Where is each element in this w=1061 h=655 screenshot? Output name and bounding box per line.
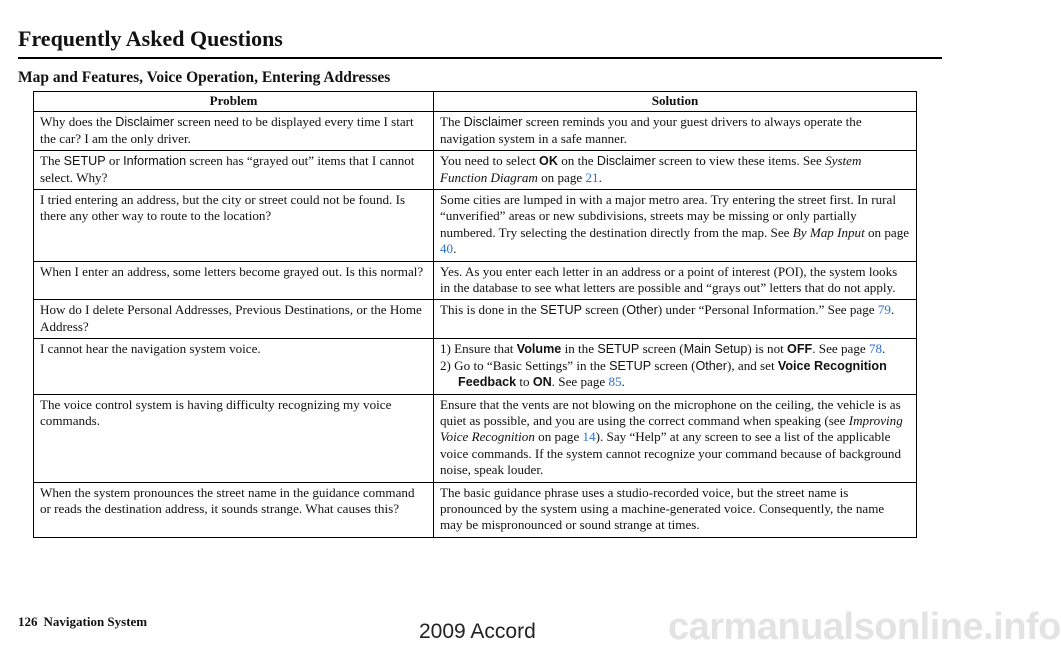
table-row (34, 261, 917, 300)
solution-cell: The basic guidance phrase uses a studio-recorded voice, but the street name is pronounced by the system using a machine-generated voice. Consequently, the name may be mispronounced or sound strange at times. (434, 482, 917, 537)
ui-term: Other (695, 358, 727, 373)
faq-table (33, 91, 917, 538)
book-title: Navigation System (43, 614, 148, 629)
cross-reference-title: By Map Input (792, 224, 865, 240)
ui-term: SETUP (597, 342, 640, 357)
table-row (34, 300, 917, 339)
ui-term: Main Setup (683, 342, 748, 357)
problem-cell: Why does the Disclaimer screen need to be displayed every time I start the car? I am the only driver. (34, 112, 434, 151)
problem-cell: How do I delete Personal Addresses, Previous Destinations, or the Home Address? (34, 300, 434, 339)
problem-cell: The SETUP or Information screen has “grayed out” items that I cannot select. Why? (34, 151, 434, 190)
ui-term: Voice Recognition Feedback (458, 358, 887, 390)
solution-cell: Yes. As you enter each letter in an address or a point of interest (POI), the system looks in the database to see what letters are possible and “grays out” letters that do not apply. (434, 261, 917, 300)
ui-term: SETUP (63, 154, 106, 169)
cross-reference-title: System Function Diagram (440, 153, 862, 185)
page-footer (18, 614, 147, 630)
ui-term: OK (539, 154, 558, 169)
problem-cell: When the system pronounces the street name in the guidance command or reads the destination address, it sounds strange. What causes this? (34, 482, 434, 537)
solution-cell: Ensure that the vents are not blowing on the microphone on the ceiling, the vehicle is as quiet as possible, and you are using the correct command when speaking (see Improving Voice Recognition on page 14). Say “Help” at any screen to see a list of the applicable voice commands. If the system cannot recognize your command because of background noise, speak louder. (434, 394, 917, 482)
table-row (34, 112, 917, 151)
ui-term: Disclaimer (115, 115, 175, 130)
table-row (34, 482, 917, 537)
column-header-problem: Problem (34, 92, 434, 112)
site-watermark: carmanualsonline.info (668, 606, 1061, 648)
page-title: Frequently Asked Questions (18, 26, 283, 51)
ui-term: Disclaimer (463, 115, 523, 130)
solution-cell: You need to select OK on the Disclaimer screen to view these items. See System Function Diagram on page 21. (434, 151, 917, 190)
model-watermark: 2009 Accord (419, 620, 536, 643)
solution-cell: This is done in the SETUP screen (Other) under “Personal Information.” See page 79. (434, 300, 917, 339)
ui-term: Other (626, 303, 658, 318)
solution-cell: The Disclaimer screen reminds you and your guest drivers to always operate the navigation system in a safe manner. (434, 112, 917, 151)
solution-step: 2) Go to “Basic Settings” in the SETUP screen (Other), and set Voice Recognition Feedback to ON. See page 85. (440, 357, 887, 390)
ui-term: SETUP (609, 358, 652, 373)
ui-term: Disclaimer (596, 154, 656, 169)
problem-cell: I cannot hear the navigation system voice. (34, 339, 434, 394)
ui-term: OFF (787, 342, 813, 357)
table-row (34, 394, 917, 482)
ui-term: Information (123, 154, 187, 169)
problem-cell: I tried entering an address, but the city or street could not be found. Is there any other way to route to the location? (34, 190, 434, 262)
page-link[interactable]: 85 (608, 374, 622, 390)
solution-cell: Some cities are lumped in with a major metro area. Try entering the street first. In rural “unverified” areas or new subdivisions, streets may be missing or only partially numbered. Try selecting the destination directly from the map. See By Map Input on page 40. (434, 190, 917, 262)
page-link[interactable]: 40 (440, 241, 454, 257)
column-header-solution: Solution (434, 92, 917, 112)
ui-term: ON (532, 375, 552, 390)
ui-term: Volume (516, 342, 562, 357)
page-link[interactable]: 21 (585, 169, 599, 185)
page-link[interactable]: 79 (877, 302, 891, 318)
page-link[interactable]: 14 (582, 429, 596, 445)
table-row (34, 190, 917, 262)
page-link[interactable]: 78 (868, 341, 883, 357)
solution-cell (434, 339, 917, 394)
solution-step: 1) Ensure that Volume in the SETUP screen (Main Setup) is not OFF. See page 78. (440, 341, 886, 357)
table-header-row (34, 92, 917, 112)
problem-cell: The voice control system is having difficulty recognizing my voice commands. (34, 394, 434, 482)
title-divider (18, 57, 942, 59)
table-row (34, 151, 917, 190)
table-row (34, 339, 917, 394)
page-number: 126 (18, 614, 38, 629)
problem-cell: When I enter an address, some letters become grayed out. Is this normal? (34, 261, 434, 300)
cross-reference-title: Improving Voice Recognition (440, 412, 903, 445)
ui-term: SETUP (540, 303, 583, 318)
section-heading: Map and Features, Voice Operation, Entering Addresses (18, 69, 391, 86)
